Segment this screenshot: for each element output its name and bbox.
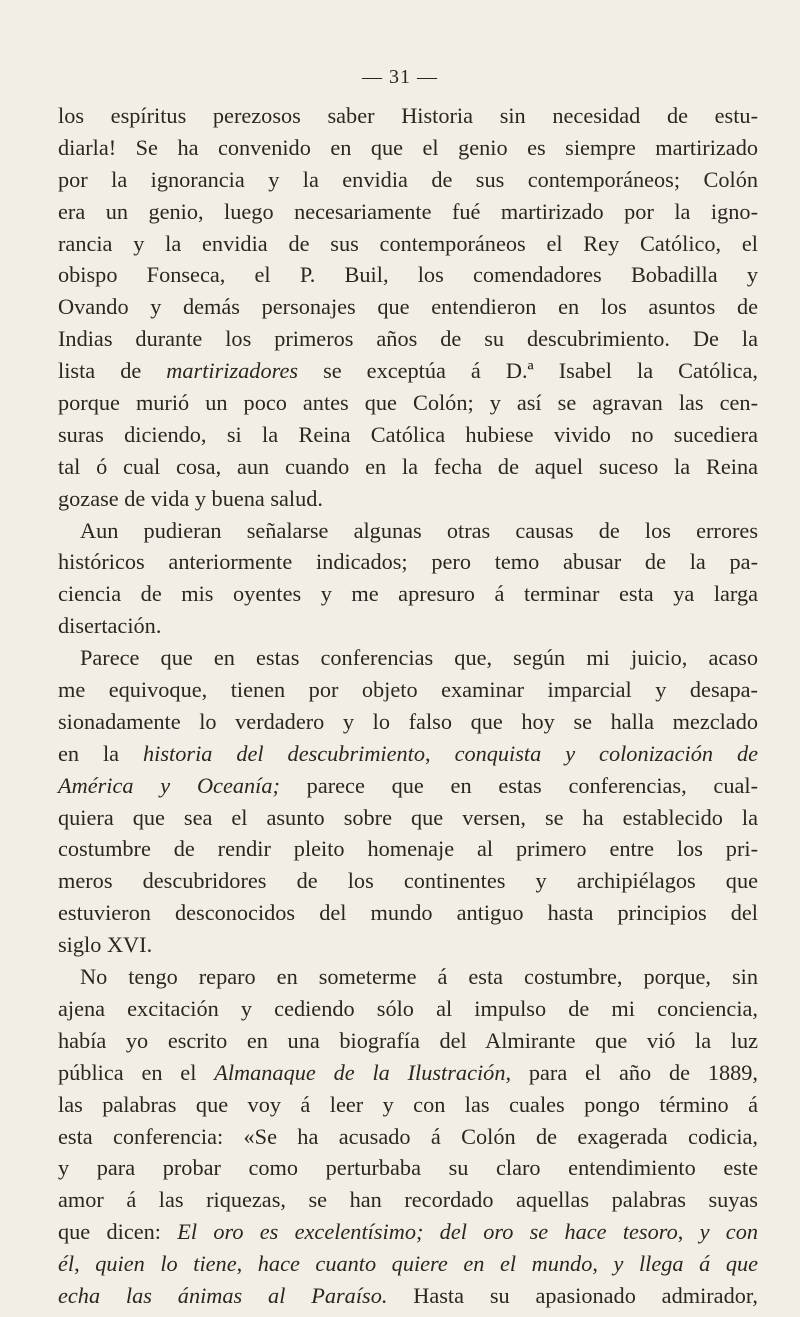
text-span: No tengo reparo en someterme á esta costumbre, porque, sin xyxy=(80,964,758,990)
text-line xyxy=(58,132,758,164)
text-line xyxy=(58,1184,758,1216)
text-span: obispo Fonseca, el P. Buil, los comendadores Bobadilla y xyxy=(58,262,758,288)
text-span: esta conferencia: «Se ha acusado á Colón de exagerada codicia, xyxy=(58,1123,758,1149)
text-span: Parece que en estas conferencias que, según mi juicio, acaso xyxy=(80,645,758,671)
italic-text: él xyxy=(58,1251,75,1277)
text-span: , para el año de 1889, xyxy=(505,1059,758,1085)
text-span: ajena excitación y cediendo sólo al impulso de mi conciencia, xyxy=(58,995,758,1021)
text-span: tal ó cual cosa, aun cuando en la fecha de aquel suceso la Reina xyxy=(58,453,758,479)
text-line xyxy=(58,897,758,929)
text-line xyxy=(58,1248,758,1280)
text-span: Aun pudieran señalarse algunas otras causas de los errores xyxy=(80,517,758,543)
text-span: suras diciendo, si la Reina Católica hubiese vivido no sucediera xyxy=(58,421,758,447)
text-line xyxy=(58,291,758,323)
text-span: gozase de vida y buena salud. xyxy=(58,485,323,511)
text-span: en la xyxy=(58,740,144,766)
text-line xyxy=(58,387,758,419)
italic-text: echa las ánimas al Paraíso. xyxy=(58,1282,388,1308)
text-span: amor á las riquezas, se han recordado aquellas palabras suyas xyxy=(58,1187,758,1213)
text-line xyxy=(58,993,758,1025)
text-span: , xyxy=(74,1251,96,1277)
text-line xyxy=(58,1216,758,1248)
body-text xyxy=(58,100,758,1312)
text-span: históricos anteriormente indicados; pero temo abusar de la pa- xyxy=(58,549,758,575)
text-line xyxy=(58,833,758,865)
text-span: Indias durante los primeros años de su descubrimiento. De la xyxy=(58,326,758,352)
text-line xyxy=(58,1089,758,1121)
page-number: — 31 — xyxy=(362,66,438,88)
text-line xyxy=(58,1057,758,1089)
text-span: se exceptúa á D.ª Isabel la Católica, xyxy=(298,358,758,384)
italic-text: martirizadores xyxy=(166,358,299,384)
text-line xyxy=(58,706,758,738)
text-span: rancia y la envidia de sus contemporáneos el Rey Católico, el xyxy=(58,230,758,256)
text-span: los espíritus perezosos saber Historia sin necesidad de estu- xyxy=(58,103,758,128)
text-span: sionadamente lo verdadero y lo falso que hoy se halla mezclado xyxy=(58,708,758,734)
text-span: porque murió un poco antes que Colón; y así se agravan las cen- xyxy=(58,390,758,416)
text-line xyxy=(58,1025,758,1057)
text-span: las palabras que voy á leer y con las cuales pongo término á xyxy=(58,1091,758,1117)
text-line xyxy=(58,929,758,961)
text-line xyxy=(58,515,758,547)
text-span: y para probar como perturbaba su claro entendimiento este xyxy=(58,1155,758,1181)
text-span: , xyxy=(425,740,455,766)
text-span: , xyxy=(677,1219,700,1245)
text-line xyxy=(58,355,758,387)
italic-text: América y Oceanía; xyxy=(58,772,280,798)
text-line xyxy=(58,1152,758,1184)
text-span: quiera que sea el asunto sobre que versen, se ha establecido la xyxy=(58,804,758,830)
italic-text: El oro es excelentísimo; del oro se hace tesoro xyxy=(177,1219,678,1245)
text-line xyxy=(58,228,758,260)
italic-text: historia del descubrimiento xyxy=(143,740,426,766)
italic-text: y con xyxy=(699,1219,758,1245)
text-line xyxy=(58,802,758,834)
text-line xyxy=(58,865,758,897)
text-span: disertación. xyxy=(58,613,162,639)
text-span: Ovando y demás personajes que entendieron en los asuntos de xyxy=(58,294,758,320)
text-line xyxy=(58,323,758,355)
text-line xyxy=(58,100,758,132)
text-span: costumbre de rendir pleito homenaje al primero entre los pri- xyxy=(58,836,758,862)
text-line xyxy=(58,961,758,993)
italic-text: Almanaque de la Ilustración xyxy=(214,1059,506,1085)
text-span: diarla! Se ha convenido en que el genio es siempre martirizado xyxy=(58,134,758,160)
italic-text: conquista y colonización de xyxy=(454,740,758,766)
text-line xyxy=(58,419,758,451)
text-span: meros descubridores de los continentes y archipiélagos que xyxy=(58,868,758,894)
italic-text: hace cuanto quiere en el mundo xyxy=(257,1251,593,1277)
text-span: estuvieron desconocidos del mundo antiguo hasta principios del xyxy=(58,900,758,926)
text-span: lista de xyxy=(58,358,167,384)
text-line xyxy=(58,770,758,802)
text-line xyxy=(58,738,758,770)
italic-text: y llega á que xyxy=(613,1251,759,1277)
text-line xyxy=(58,610,758,642)
text-span: ciencia de mis oyentes y me apresuro á terminar esta ya larga xyxy=(58,581,758,607)
text-span: me equivoque, tienen por objeto examinar imparcial y desapa- xyxy=(58,677,758,703)
text-span: siglo XVI. xyxy=(58,932,153,958)
text-line xyxy=(58,1280,758,1312)
text-span: pública en el xyxy=(58,1059,215,1085)
text-span: era un genio, luego necesariamente fué martirizado por la igno- xyxy=(58,198,758,224)
text-span: parece que en estas conferencias, cual- xyxy=(279,772,758,798)
text-line xyxy=(58,1121,758,1153)
text-line xyxy=(58,642,758,674)
text-line xyxy=(58,483,758,515)
text-line xyxy=(58,546,758,578)
text-span: Hasta su apasionado admirador, xyxy=(387,1282,758,1308)
text-line xyxy=(58,674,758,706)
text-span: , xyxy=(592,1251,614,1277)
text-line xyxy=(58,578,758,610)
text-line xyxy=(58,164,758,196)
text-line xyxy=(58,196,758,228)
text-span: que dicen: xyxy=(58,1219,178,1245)
text-line xyxy=(58,259,758,291)
text-span: por la ignorancia y la envidia de sus contemporáneos; Colón xyxy=(58,166,758,192)
text-span: , xyxy=(236,1251,258,1277)
italic-text: quien lo tiene xyxy=(95,1251,237,1277)
text-span: había yo escrito en una biografía del Almirante que vió la luz xyxy=(58,1027,758,1053)
text-line xyxy=(58,451,758,483)
